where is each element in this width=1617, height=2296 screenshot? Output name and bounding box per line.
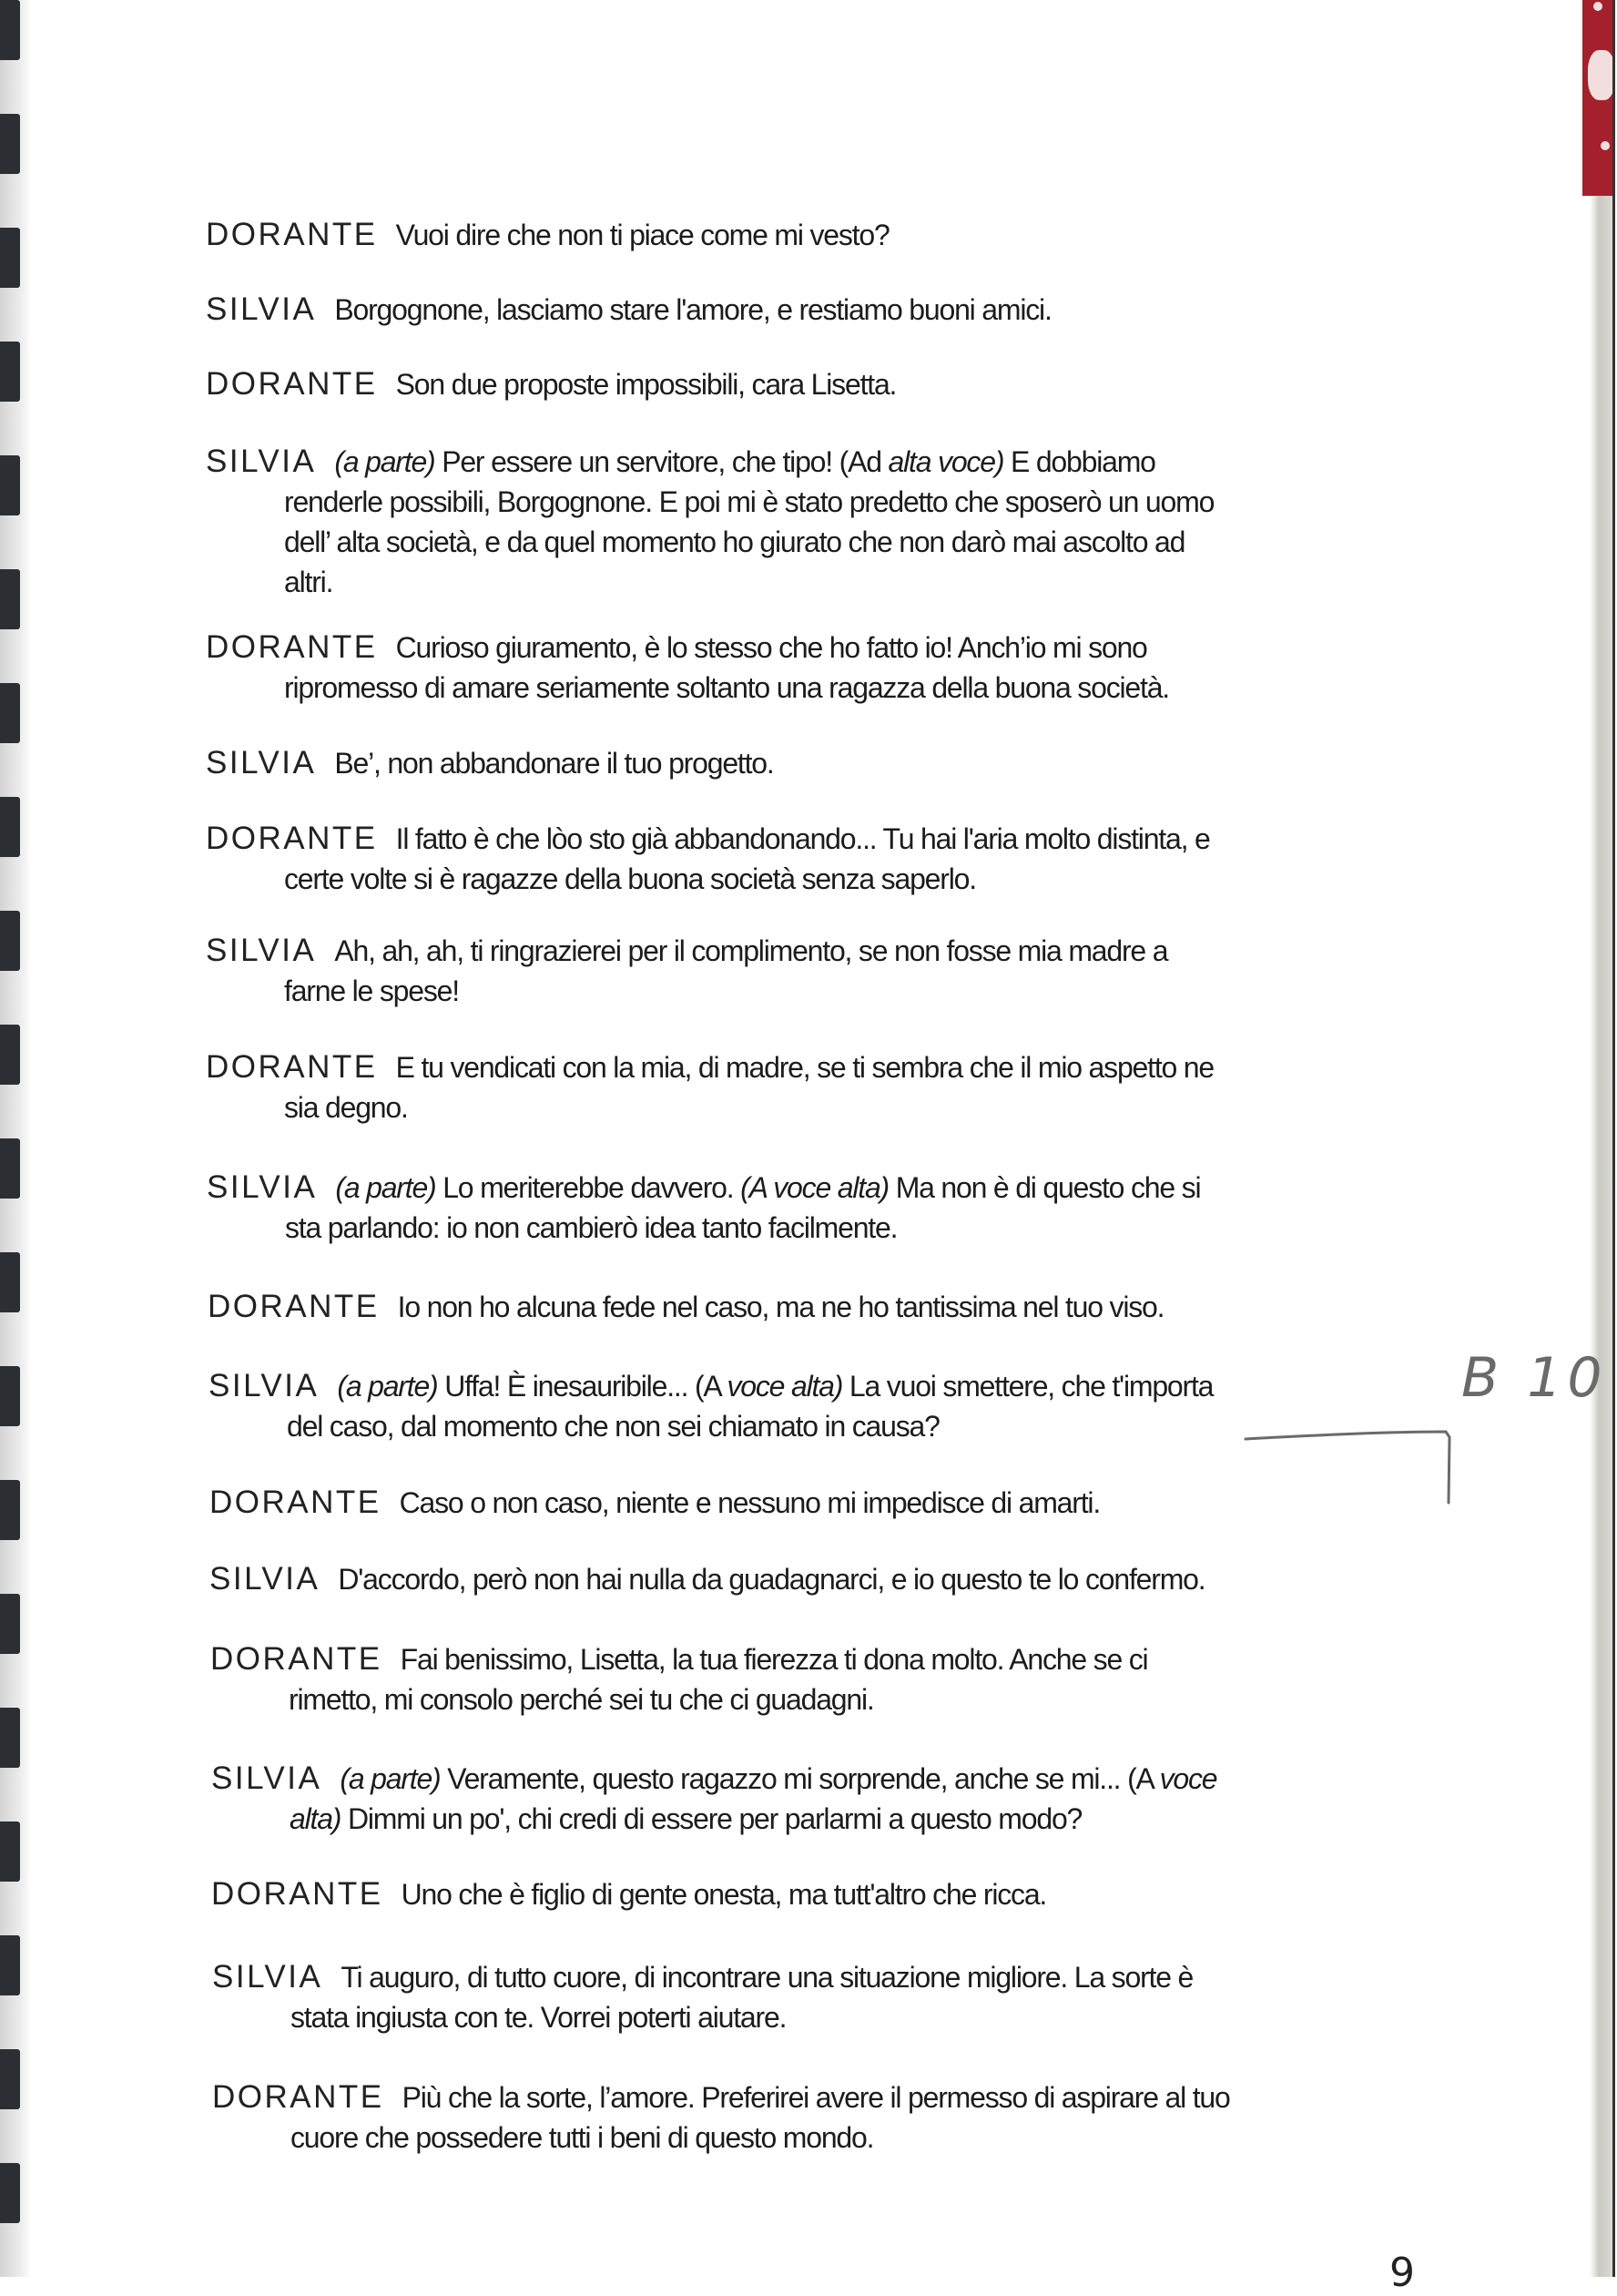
dialogue-line (206, 482, 1214, 522)
binding-ring (0, 1138, 20, 1199)
dialogue-line (206, 364, 896, 404)
dialogue-line (206, 522, 1214, 562)
binding-ring (0, 1025, 20, 1085)
speaker-name: DORANTE (209, 1485, 381, 1520)
dialogue-line (211, 1759, 1216, 1799)
dialogue-entry (206, 743, 774, 783)
handwritten-margin-note: B 10 (1461, 1346, 1608, 1410)
dialogue-text: Uffa! È inesauribile... (A (437, 1370, 727, 1403)
dialogue-text: sia degno. (284, 1091, 408, 1124)
spiral-binding (0, 0, 31, 2277)
speaker-name: SILVIA (208, 1368, 320, 1403)
dialogue-line (206, 931, 1167, 971)
speaker-name: SILVIA (206, 444, 317, 479)
dialogue-text: cuore che possedere tutti i beni di questo mondo. (290, 2121, 874, 2154)
dialogue-line (210, 1679, 1147, 1719)
dialogue-entry (206, 819, 1210, 899)
speaker-name: SILVIA (212, 1959, 323, 1995)
binding-ring (0, 683, 20, 743)
dialogue-line (206, 971, 1167, 1011)
dialogue-entry (206, 290, 1052, 330)
stage-direction: (a parte) (340, 1762, 441, 1795)
dialogue-line (207, 1208, 1200, 1248)
dialogue-entry (208, 1287, 1164, 1327)
dialogue-line (208, 1287, 1164, 1327)
dialogue-text: sta parlando: io non cambierò idea tanto facilmente. (285, 1211, 898, 1244)
dialogue-line (211, 1874, 1046, 1914)
speaker-name: SILVIA (207, 1169, 318, 1205)
stage-direction: (a parte) (334, 445, 435, 478)
dialogue-entry (206, 215, 890, 255)
dialogue-text: farne le spese! (284, 975, 459, 1007)
dialogue-text: Uno che è figlio di gente onesta, ma tutt'altro che ricca. (401, 1878, 1047, 1911)
dialogue-line (206, 1047, 1214, 1087)
dialogue-text: Il fatto è che lòo sto già abbandonando... Tu hai l'aria molto distinta, e (395, 822, 1210, 855)
binding-ring (0, 1252, 20, 1312)
dialogue-line (206, 668, 1169, 708)
handwritten-bracket (1238, 1348, 1457, 1521)
dialogue-entry (212, 2077, 1230, 2158)
speaker-name: DORANTE (208, 1289, 380, 1324)
stage-direction: (A voce alta) (740, 1171, 889, 1204)
dialogue-line (211, 1799, 1216, 1839)
speaker-name: SILVIA (209, 1561, 320, 1597)
speaker-name: SILVIA (206, 745, 317, 781)
dialogue-text: certe volte si è ragazze della buona società senza saperlo. (284, 862, 976, 895)
dialogue-line (207, 1168, 1200, 1208)
speaker-name: SILVIA (206, 291, 317, 327)
speaker-name: SILVIA (211, 1760, 322, 1796)
binding-ring (0, 1594, 20, 1654)
dialogue-entry (211, 1874, 1046, 1914)
binding-ring (0, 1366, 20, 1426)
stage-direction: (a parte) (337, 1370, 438, 1403)
dialogue-entry (206, 931, 1167, 1011)
dialogue-text: Vuoi dire che non ti piace come mi vesto? (395, 219, 890, 251)
dialogue-text: Ti auguro, di tutto cuore, di incontrare una situazione migliore. La sorte è (341, 1961, 1194, 1994)
dialogue-entry (207, 1168, 1200, 1248)
dialogue-line (208, 1406, 1213, 1446)
stage-direction: voce alta) (727, 1370, 843, 1403)
dialogue-text: La vuoi smettere, che t'importa (842, 1370, 1214, 1403)
dialogue-line (206, 562, 1214, 602)
dialogue-text: Per essere un servitore, che tipo! (Ad (434, 445, 889, 478)
dialogue-line (212, 2077, 1230, 2117)
binding-ring (0, 2049, 20, 2109)
dialogue-entry (206, 364, 896, 404)
dialogue-line (206, 628, 1169, 668)
dialogue-text: Caso o non caso, niente e nessuno mi impedisce di amarti. (399, 1486, 1101, 1519)
dialogue-text: Curioso giuramento, è lo stesso che ho fatto io! Anch’io mi sono (395, 631, 1147, 664)
cover-edge-red (1582, 0, 1613, 196)
dialogue-entry (208, 1366, 1213, 1446)
binding-ring (0, 1708, 20, 1768)
binding-ring (0, 114, 20, 174)
dialogue-entry (210, 1639, 1147, 1719)
speaker-name: DORANTE (210, 1641, 382, 1677)
dialogue-line (206, 819, 1210, 859)
binding-ring (0, 455, 20, 515)
dialogue-text: rimetto, mi consolo perché sei tu che ci guadagni. (289, 1683, 874, 1716)
dialogue-text: Borgognone, lasciamo stare l'amore, e restiamo buoni amici. (334, 293, 1052, 326)
dialogue-text: Più che la sorte, l’amore. Preferirei avere il permesso di aspirare al tuo (402, 2081, 1230, 2114)
stage-direction: (a parte) (335, 1171, 436, 1204)
dialogue-text: ripromesso di amare seriamente soltanto una ragazza della buona società. (284, 671, 1169, 704)
binding-ring (0, 569, 20, 629)
dialogue-text: Io non ho alcuna fede nel caso, ma ne ho tantissima nel tuo viso. (397, 1291, 1164, 1323)
dialogue-line (206, 290, 1052, 330)
dialogue-entry (212, 1957, 1193, 2037)
binding-ring (0, 0, 20, 60)
dialogue-line (206, 743, 774, 783)
dialogue-line (206, 442, 1214, 482)
speaker-name: DORANTE (211, 1876, 383, 1912)
dialogue-line (212, 1957, 1193, 1997)
dialogue-text: altri. (284, 566, 333, 598)
dialogue-text: renderle possibili, Borgognone. E poi mi è stato predetto che sposerò un uomo (284, 485, 1215, 518)
dialogue-text: Ah, ah, ah, ti ringrazierei per il complimento, se non fosse mia madre a (334, 934, 1168, 967)
dialogue-line (206, 1087, 1214, 1128)
dialogue-line (210, 1639, 1147, 1679)
dialogue-line (209, 1559, 1205, 1599)
dialogue-entry (209, 1483, 1100, 1523)
speaker-name: DORANTE (206, 217, 378, 252)
dialogue-text: dell’ alta società, e da quel momento ho giurato che non darò mai ascolto ad (284, 526, 1185, 558)
stage-direction: alta) (290, 1802, 341, 1835)
binding-ring (0, 1935, 20, 1995)
speaker-name: DORANTE (206, 1049, 378, 1085)
speaker-name: DORANTE (206, 821, 378, 856)
dialogue-text: Dimmi un po', chi credi di essere per parlarmi a questo modo? (341, 1802, 1083, 1835)
speaker-name: DORANTE (212, 2079, 384, 2115)
page-edge-line (1612, 0, 1615, 2277)
dialogue-entry (209, 1559, 1205, 1599)
dialogue-line (206, 859, 1210, 899)
page-edge-shadow (1590, 196, 1613, 2277)
dialogue-text: Lo meriterebbe davvero. (435, 1171, 741, 1204)
dialogue-line (206, 215, 890, 255)
stage-direction: voce (1159, 1762, 1217, 1795)
binding-ring (0, 911, 20, 971)
dialogue-line (212, 1997, 1193, 2037)
binding-ring (0, 797, 20, 857)
page-number: 9 (1389, 2250, 1415, 2296)
dialogue-text: stata ingiusta con te. Vorrei poterti aiutare. (290, 2001, 787, 2034)
dialogue-text: Fai benissimo, Lisetta, la tua fierezza ti dona molto. Anche se ci (400, 1643, 1148, 1676)
binding-ring (0, 2163, 20, 2223)
dialogue-text: Son due proposte impossibili, cara Lisetta. (395, 368, 897, 401)
dialogue-text: Veramente, questo ragazzo mi sorprende, anche se mi... (A (440, 1762, 1160, 1795)
dialogue-text: D'accordo, però non hai nulla da guadagnarci, e io questo te lo confermo. (338, 1563, 1205, 1596)
dialogue-entry (211, 1759, 1216, 1839)
speaker-name: DORANTE (206, 629, 378, 665)
binding-ring (0, 228, 20, 288)
binding-ring (0, 1480, 20, 1540)
dialogue-line (212, 2117, 1230, 2158)
dialogue-text: Ma non è di questo che si (889, 1171, 1201, 1204)
dialogue-entry (206, 442, 1214, 602)
dialogue-text: E tu vendicati con la mia, di madre, se ti sembra che il mio aspetto ne (395, 1051, 1215, 1084)
speaker-name: SILVIA (206, 933, 317, 968)
dialogue-entry (206, 1047, 1214, 1128)
speaker-name: DORANTE (206, 366, 378, 402)
dialogue-line (209, 1483, 1100, 1523)
binding-ring (0, 1821, 20, 1882)
dialogue-line (208, 1366, 1213, 1406)
binding-ring (0, 342, 20, 402)
dialogue-text: Be’, non abbandonare il tuo progetto. (334, 747, 774, 780)
dialogue-text: E dobbiamo (1003, 445, 1155, 478)
dialogue-entry (206, 628, 1169, 708)
dialogue-text: del caso, dal momento che non sei chiamato in causa? (287, 1410, 940, 1443)
stage-direction: alta voce) (888, 445, 1004, 478)
